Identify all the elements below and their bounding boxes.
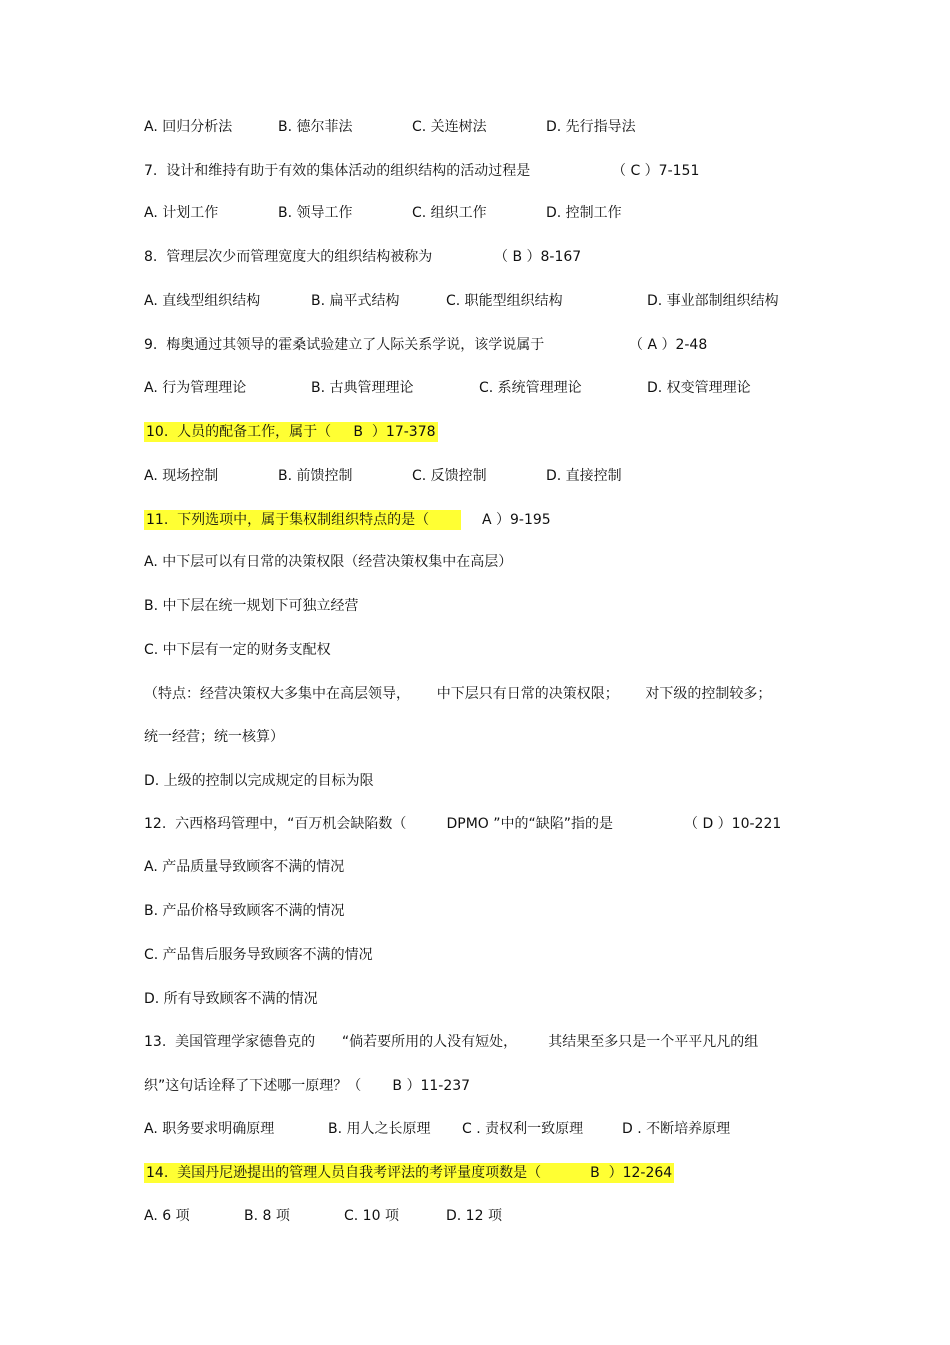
q12-option-a: A. 产品质量导致顾客不满的情况 bbox=[144, 859, 345, 875]
question-7 bbox=[144, 161, 700, 181]
question-9 bbox=[144, 335, 708, 355]
option-a: A. 回归分析法 bbox=[144, 119, 233, 135]
option-c: C. 反馈控制 bbox=[412, 468, 487, 484]
answer: （ D ）10-221 bbox=[684, 816, 782, 832]
question-12 bbox=[144, 814, 782, 834]
q10-options bbox=[144, 466, 622, 486]
q12-option-c: C. 产品售后服务导致顾客不满的情况 bbox=[144, 947, 373, 963]
q11-option-c: C. 中下层有一定的财务支配权 bbox=[144, 642, 331, 658]
question-14 bbox=[144, 1163, 673, 1183]
option-b: B. 扁平式结构 bbox=[311, 293, 400, 309]
q11-note-line-2: 统一经营；统一核算） bbox=[144, 729, 284, 745]
question-13-line-1: 13. 美国管理学家德鲁克的 “倘若要所用的人没有短处， 其结果至多只是一个平平凡凡的组 bbox=[144, 1034, 759, 1050]
answer: A ）9-195 bbox=[482, 512, 551, 528]
option-d: D. 12 项 bbox=[446, 1208, 502, 1224]
q11-note-line-1: （特点：经营决策权大多集中在高层领导， 中下层只有日常的决策权限； 对下级的控制较多； bbox=[144, 686, 772, 702]
option-d: D. 事业部制组织结构 bbox=[647, 293, 779, 309]
option-a: A. 6 项 bbox=[144, 1208, 190, 1224]
question-11 bbox=[144, 510, 551, 530]
q11-option-d: D. 上级的控制以完成规定的目标为限 bbox=[144, 773, 374, 789]
q6-options bbox=[144, 117, 636, 137]
option-a: A. 直线型组织结构 bbox=[144, 293, 261, 309]
option-d: D. 控制工作 bbox=[546, 205, 622, 221]
option-d: D. 先行指导法 bbox=[546, 119, 636, 135]
question-text-highlighted: 11. 下列选项中，属于集权制组织特点的是（ bbox=[144, 510, 461, 530]
option-c: C. 组织工作 bbox=[412, 205, 487, 221]
question-text: 9. 梅奥通过其领导的霍桑试验建立了人际关系学说，该学说属于 bbox=[144, 337, 545, 353]
q11-option-b: B. 中下层在统一规划下可独立经营 bbox=[144, 598, 359, 614]
question-text-highlighted: 14. 美国丹尼逊提出的管理人员自我考评法的考评量度项数是（ B ）12-264 bbox=[146, 1165, 673, 1181]
option-d: D . 不断培养原理 bbox=[622, 1121, 731, 1137]
question-13-line-2: 织”这句话诠释了下述哪一原理？（ B ）11-237 bbox=[144, 1078, 471, 1094]
option-a: A. 行为管理理论 bbox=[144, 380, 247, 396]
q9-options bbox=[144, 378, 751, 398]
option-c: C. 系统管理理论 bbox=[479, 380, 582, 396]
answer: （ B ）8-167 bbox=[494, 249, 582, 265]
answer: （ A ）2-48 bbox=[629, 337, 708, 353]
q8-options bbox=[144, 291, 779, 311]
option-c: C . 责权利一致原理 bbox=[462, 1121, 584, 1137]
question-10 bbox=[144, 422, 436, 442]
option-d: D. 权变管理理论 bbox=[647, 380, 751, 396]
q13-options bbox=[144, 1119, 731, 1139]
option-b: B. 8 项 bbox=[244, 1208, 290, 1224]
q14-options bbox=[144, 1206, 502, 1226]
question-8 bbox=[144, 247, 582, 267]
option-c: C. 10 项 bbox=[344, 1208, 399, 1224]
q12-option-b: B. 产品价格导致顾客不满的情况 bbox=[144, 903, 345, 919]
option-b: B. 领导工作 bbox=[278, 205, 353, 221]
answer: （ C ）7-151 bbox=[612, 163, 700, 179]
option-b: B. 用人之长原理 bbox=[328, 1121, 431, 1137]
option-d: D. 直接控制 bbox=[546, 468, 622, 484]
q7-options bbox=[144, 203, 622, 223]
option-c: C. 关连树法 bbox=[412, 119, 487, 135]
option-b: B. 前馈控制 bbox=[278, 468, 353, 484]
option-a: A. 现场控制 bbox=[144, 468, 219, 484]
option-b: B. 古典管理理论 bbox=[311, 380, 414, 396]
q11-option-a: A. 中下层可以有日常的决策权限（经营决策权集中在高层） bbox=[144, 554, 513, 570]
option-a: A. 计划工作 bbox=[144, 205, 219, 221]
question-text-highlighted: 10. 人员的配备工作，属于（ B ）17-378 bbox=[146, 424, 436, 440]
question-text: 8. 管理层次少而管理宽度大的组织结构被称为 bbox=[144, 249, 433, 265]
q12-option-d: D. 所有导致顾客不满的情况 bbox=[144, 991, 318, 1007]
option-b: B. 德尔菲法 bbox=[278, 119, 353, 135]
option-a: A. 职务要求明确原理 bbox=[144, 1121, 275, 1137]
question-text: 7. 设计和维持有助于有效的集体活动的组织结构的活动过程是 bbox=[144, 163, 531, 179]
option-c: C. 职能型组织结构 bbox=[446, 293, 563, 309]
question-text: 12. 六西格玛管理中，“百万机会缺陷数（ DPMO ”中的“缺陷”指的是 bbox=[144, 816, 613, 832]
